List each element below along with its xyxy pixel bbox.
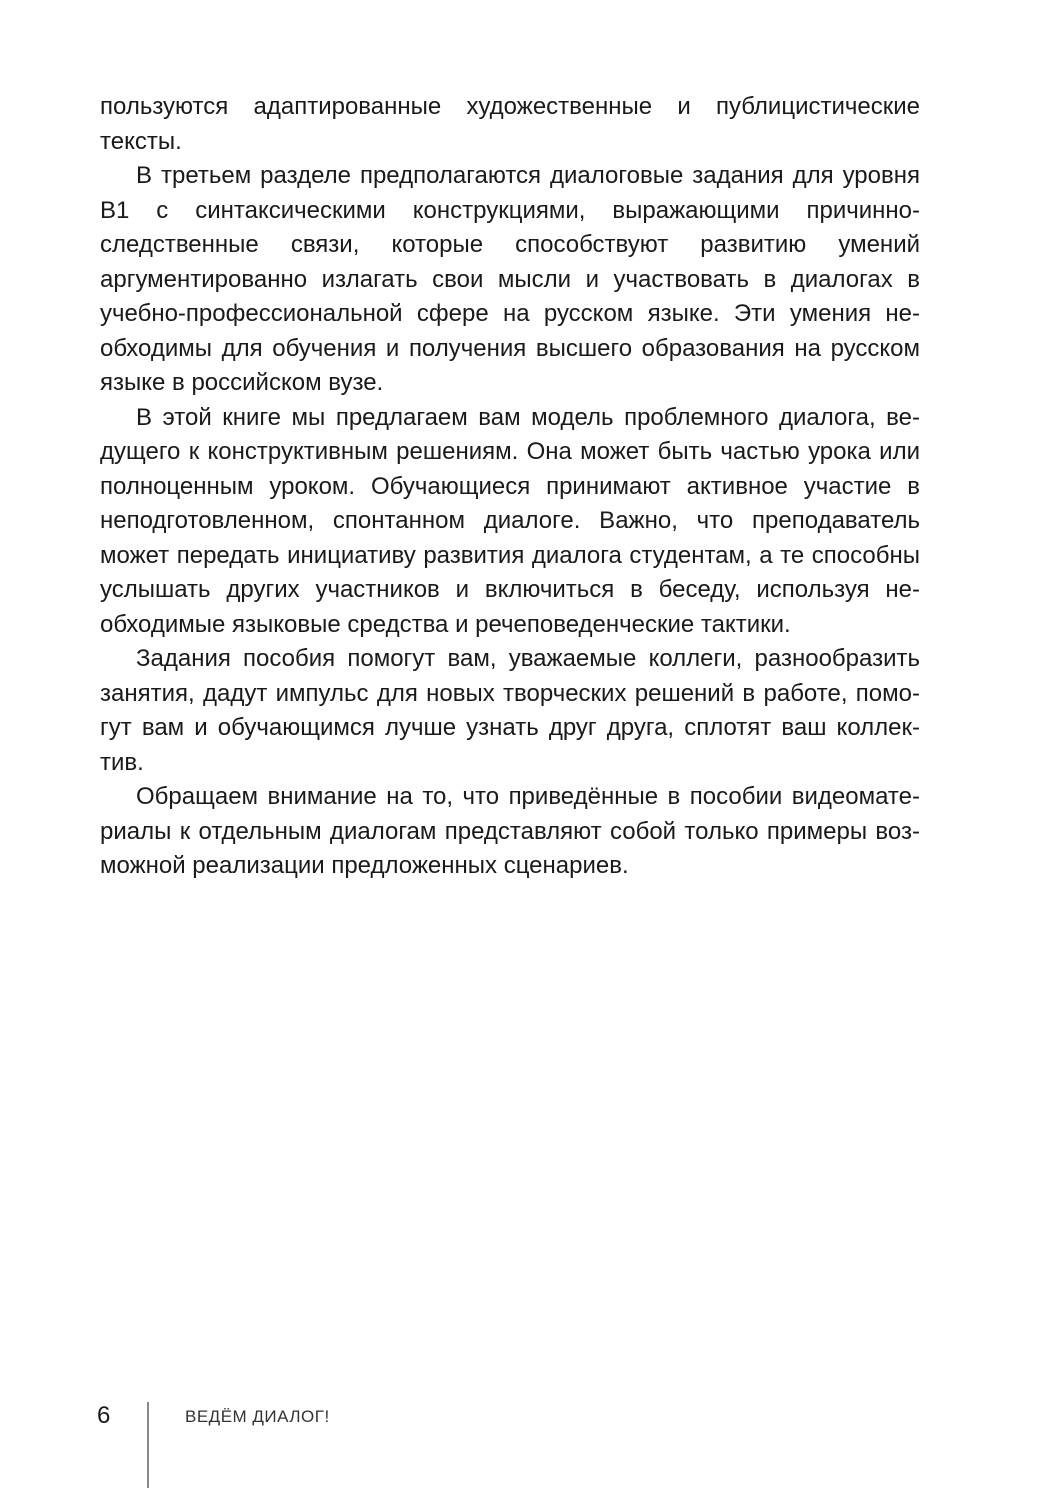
paragraph-1: пользуются адаптированные художественные и публицистические тексты. bbox=[100, 93, 920, 155]
paragraph-4: Задания пособия помогут вам, уважаемые коллеги, разнообразить занятия, дадут импульс для новых творческих решений в работе, помогут вам и обучающимся лучше узнать друг друга, сплотят ваш коллектив. bbox=[100, 645, 920, 776]
paragraph-5: Обращаем внимание на то, что приведённые в пособии видеоматериалы к отдельным диалогам представляют собой только примеры возможной реализации предложенных сценариев. bbox=[100, 783, 920, 879]
page-number: 6 bbox=[97, 1402, 111, 1429]
running-title: ВЕДЁМ ДИАЛОГ! bbox=[185, 1407, 330, 1426]
paragraph-3: В этой книге мы предлагаем вам модель проблемного диалога, ведущего к конструктивным решениям. Она может быть частью урока или полноценным уроком. Обучающиеся принимают активное участие в неподготовленном, спонтанном диалоге. Важно, что преподаватель может передать инициативу развития диалога студентам, а те способны услышать других участников и включиться в беседу, используя необходимые языковые средства и речеповеденческие тактики. bbox=[100, 403, 920, 638]
footer-divider bbox=[147, 1402, 149, 1488]
page-body bbox=[100, 90, 920, 884]
paragraph-2: В третьем разделе предполагаются диалоговые задания для уровня B1 с синтаксическими конструкциями, выражающими причинно-следственные связи, которые способствуют развитию умений аргументированно излагать свои мысли и участвовать в диалогах в учебно-профессиональной сфере на русском языке. Эти умения необходимы для обучения и получения высшего образования на русском языке в российском вузе. bbox=[100, 162, 920, 396]
page-footer bbox=[0, 1380, 1049, 1488]
